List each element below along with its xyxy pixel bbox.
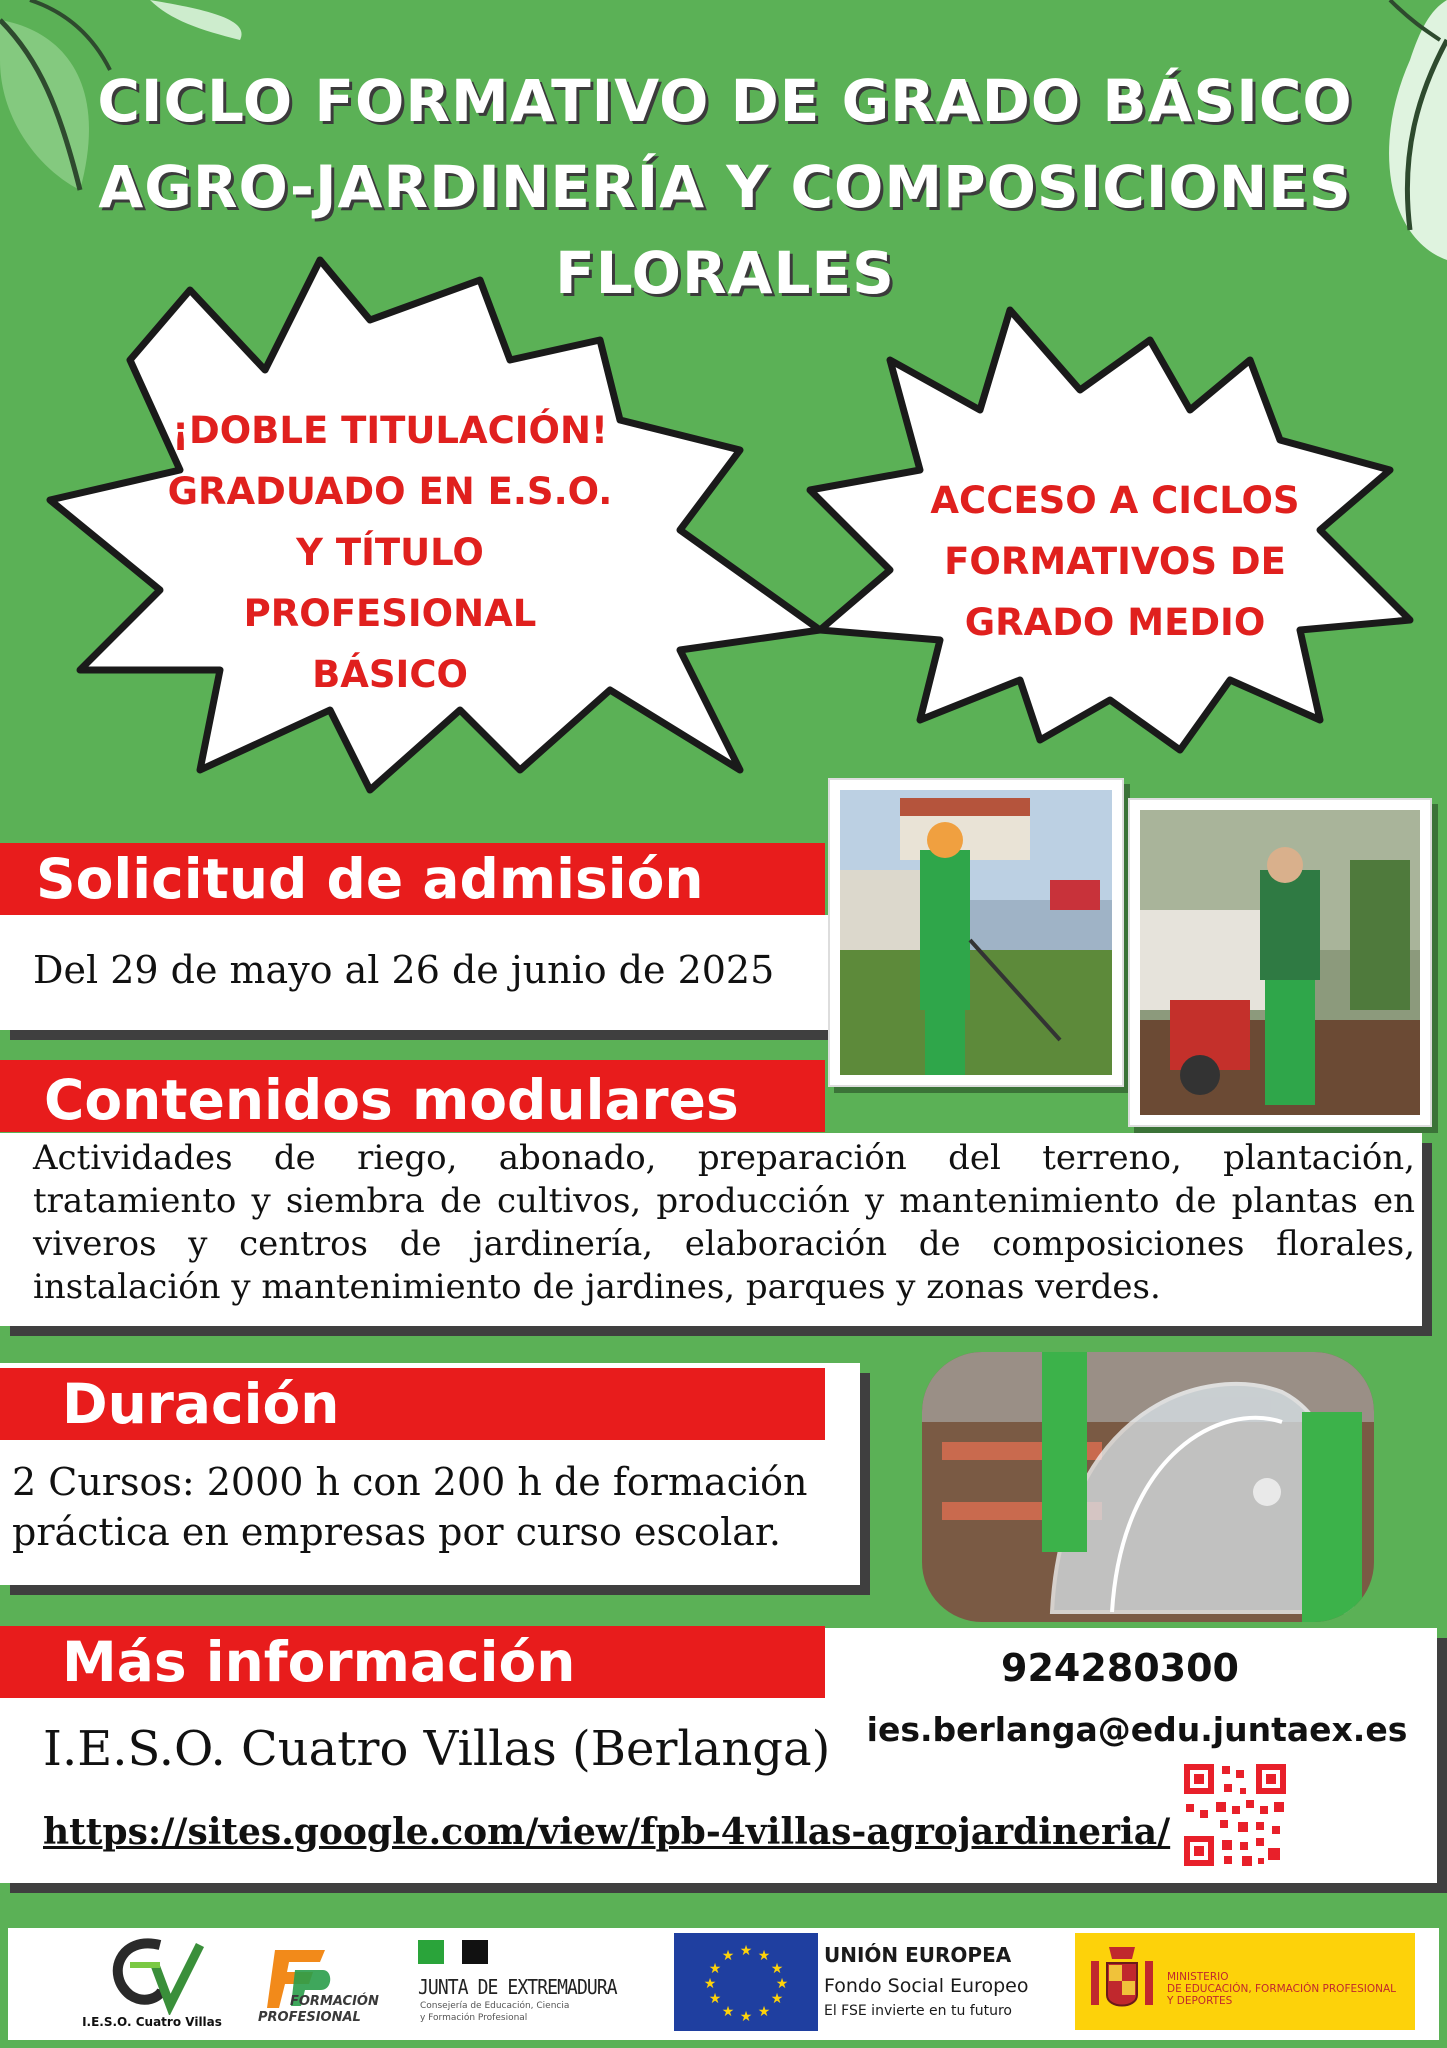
svg-text:★: ★ — [757, 1948, 771, 1964]
burst-left-line: PROFESIONAL — [243, 592, 537, 635]
title-line-2: AGRO-JARDINERÍA Y COMPOSICIONES — [98, 153, 1352, 221]
eu-line-1: Fondo Social Europeo — [824, 1975, 1029, 1997]
ieso-caption: I.E.S.O. Cuatro Villas — [82, 2015, 222, 2029]
svg-text:★: ★ — [757, 2004, 771, 2020]
fp-line-1: FORMACIÓN — [290, 1994, 379, 2009]
burst-right-line: ACCESO A CICLOS — [930, 479, 1300, 522]
duration-text — [12, 1457, 857, 1557]
svg-text:★: ★ — [703, 1976, 717, 1992]
burst-left-text — [140, 400, 640, 705]
photo-gardener-trimmer — [828, 778, 1124, 1087]
burst-right-text — [895, 470, 1335, 653]
school-name: I.E.S.O. Cuatro Villas (Berlanga) — [43, 1721, 831, 1777]
ministerio-text — [1167, 1971, 1396, 2007]
burst-left-line: GRADUADO EN E.S.O. — [167, 470, 613, 513]
email-address[interactable]: ies.berlanga@edu.juntaex.es — [866, 1710, 1408, 1749]
burst-left-line: Y TÍTULO — [296, 531, 484, 574]
info-heading-text: Más información — [62, 1630, 576, 1694]
svg-text:★: ★ — [775, 1976, 789, 1992]
title-line-3: FLORALES — [555, 239, 895, 307]
contents-heading-text: Contenidos modulares — [44, 1068, 739, 1132]
junta-sub-1: Consejería de Educación, Ciencia — [420, 2001, 570, 2011]
eu-logo — [674, 1933, 1094, 2031]
contents-text: Actividades de riego, abonado, preparación del terreno, plantación, tratamiento y siembra de cultivos, producción y mantenimiento de plantas en viveros y centros de jardinería, elaboración de composiciones florales, instalación y mantenimiento de jardines, parques y zonas verdes. — [33, 1138, 1415, 1307]
fp-line-2: PROFESIONAL — [258, 2010, 361, 2025]
fp-logo-text — [258, 1994, 398, 2026]
contents-heading — [0, 1060, 825, 1132]
duration-line-2: práctica en empresas por curso escolar. — [12, 1510, 781, 1554]
spain-coat-of-arms-icon — [1087, 1943, 1157, 2021]
info-heading — [0, 1626, 825, 1698]
admission-heading — [0, 843, 825, 915]
junta-sub-2: y Formación Profesional — [420, 2013, 528, 2023]
photo-greenhouse — [922, 1352, 1374, 1622]
eu-title: UNIÓN EUROPEA — [824, 1943, 1012, 1967]
eu-flag-icon — [674, 1933, 818, 2031]
svg-text:★: ★ — [721, 1948, 735, 1964]
eu-line-2: El FSE invierte en tu futuro — [824, 2003, 1012, 2019]
burst-left-line: BÁSICO — [312, 653, 468, 696]
duration-heading — [0, 1368, 825, 1440]
burst-left-line: ¡DOBLE TITULACIÓN! — [172, 409, 608, 452]
svg-text:★: ★ — [721, 2004, 735, 2020]
junta-sub — [420, 2000, 569, 2024]
title-line-1: CICLO FORMATIVO DE GRADO BÁSICO — [97, 67, 1353, 135]
junta-name: JUNTA DE EXTREMADURA — [418, 1975, 617, 1999]
svg-text:★: ★ — [708, 1991, 722, 2007]
duration-heading-text: Duración — [62, 1372, 340, 1436]
ministerio-line-2: DE EDUCACIÓN, FORMACIÓN PROFESIONAL — [1167, 1983, 1397, 1995]
svg-text:★: ★ — [708, 1961, 722, 1977]
phone-number[interactable]: 924280300 — [1001, 1646, 1239, 1690]
svg-text:★: ★ — [770, 1961, 784, 1977]
burst-right-line: GRADO MEDIO — [964, 601, 1266, 644]
burst-right-line: FORMATIVOS DE — [944, 540, 1286, 583]
ministerio-line-1: MINISTERIO — [1167, 1971, 1229, 1983]
svg-text:★: ★ — [739, 2009, 753, 2025]
qr-code-icon[interactable] — [1180, 1760, 1290, 1870]
duration-line-1: 2 Cursos: 2000 h con 200 h de formación — [12, 1460, 808, 1504]
ministerio-line-3: Y DEPORTES — [1167, 1995, 1233, 2007]
svg-text:★: ★ — [739, 1943, 753, 1959]
admission-dates: Del 29 de mayo al 26 de junio de 2025 — [33, 948, 775, 992]
photo-gardener-tiller — [1128, 798, 1432, 1127]
admission-heading-text: Solicitud de admisión — [36, 847, 704, 911]
website-link[interactable]: https://sites.google.com/view/fpb-4villas-agrojardineria/ — [43, 1811, 1171, 1853]
ministerio-logo — [1075, 1933, 1415, 2030]
svg-text:★: ★ — [770, 1991, 784, 2007]
ieso-logo-icon — [100, 1935, 210, 2015]
junta-flag-icon — [418, 1940, 488, 1968]
